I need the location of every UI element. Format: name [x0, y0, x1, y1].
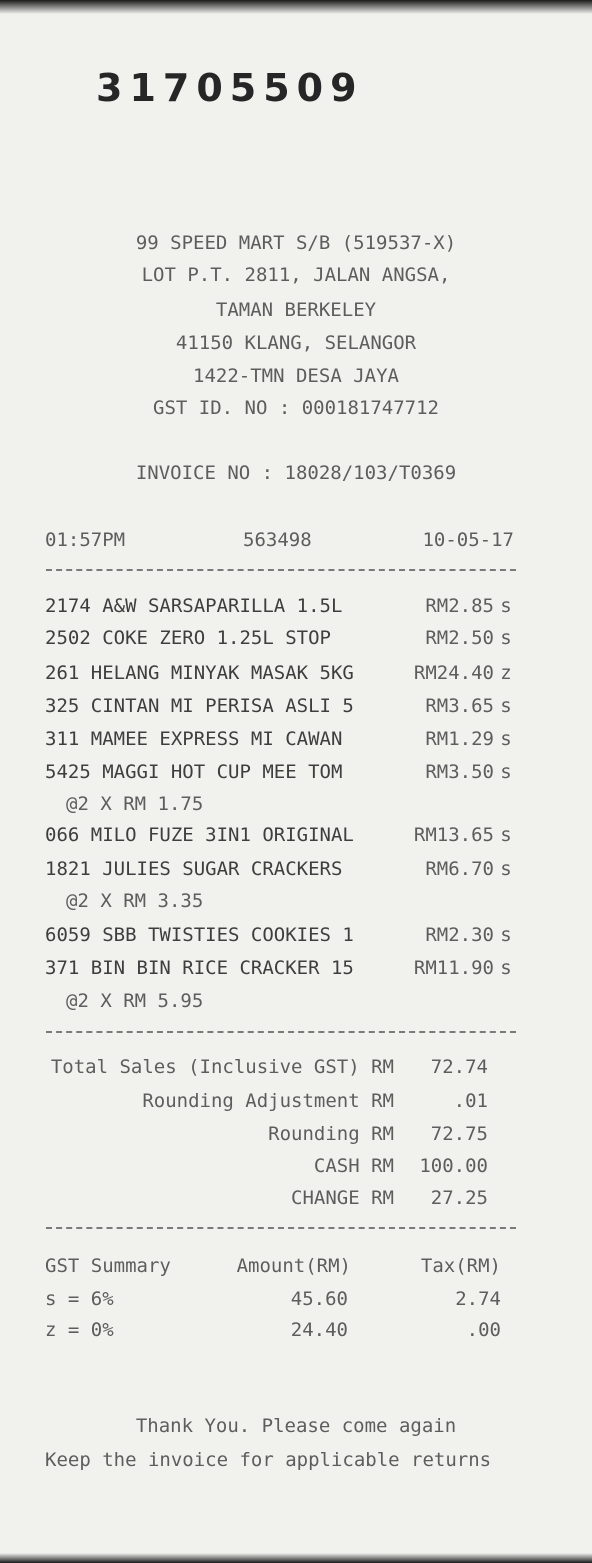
item-price: RM2.50	[425, 627, 494, 649]
gst-id: GST ID. NO : 000181747712	[153, 397, 439, 419]
total-sales-label: Total Sales (Inclusive GST) RM	[50, 1056, 394, 1078]
item-description: 6059 SBB TWISTIES COOKIES 1	[45, 924, 354, 946]
gst-summary-header: GST Summary	[45, 1255, 171, 1277]
divider	[46, 569, 516, 571]
item-price: RM2.30	[425, 924, 494, 946]
gst-tax: 2.74	[455, 1288, 501, 1310]
item-row	[0, 727, 592, 759]
item-row	[0, 823, 592, 855]
item-tax-code: s	[500, 595, 512, 617]
receipt-time: 01:57PM	[45, 529, 126, 551]
item-quantity-detail: @2 X RM 3.35	[66, 890, 204, 912]
item-price: RM24.40	[413, 662, 494, 684]
receipt-number-stamp: 31705509	[96, 66, 364, 110]
item-description: 066 MILO FUZE 3IN1 ORIGINAL	[45, 824, 354, 846]
store-address-1: LOT P.T. 2811, JALAN ANGSA,	[141, 264, 451, 286]
item-tax-code: s	[500, 858, 512, 880]
receipt-date: 10-05-17	[422, 529, 514, 551]
item-tax-code: s	[500, 761, 512, 783]
footer-thanks: Thank You. Please come again	[135, 1415, 457, 1437]
rounding-label: Rounding RM	[268, 1123, 394, 1145]
item-price: RM6.70	[425, 858, 494, 880]
item-row	[0, 594, 592, 626]
item-tax-code: s	[500, 695, 512, 717]
divider	[46, 1227, 516, 1229]
footer-returns-note: Keep the invoice for applicable returns	[45, 1449, 492, 1471]
item-row	[0, 626, 592, 658]
gst-amount: 24.40	[290, 1319, 348, 1341]
item-description: 311 MAMEE EXPRESS MI CAWAN	[45, 728, 343, 750]
item-description: 5425 MAGGI HOT CUP MEE TOM	[45, 761, 343, 783]
item-row	[0, 661, 592, 693]
store-branch: 1422-TMN DESA JAYA	[193, 365, 399, 387]
store-name: 99 SPEED MART S/B (519537-X)	[135, 232, 457, 254]
item-price: RM1.29	[425, 728, 494, 750]
item-tax-code: z	[500, 662, 512, 684]
divider	[46, 1031, 516, 1033]
item-row	[0, 923, 592, 955]
total-sales-value: 72.74	[430, 1056, 488, 1078]
item-quantity-detail: @2 X RM 5.95	[66, 990, 204, 1012]
rounding-value: 72.75	[430, 1123, 488, 1145]
item-price: RM2.85	[425, 595, 494, 617]
item-tax-code: s	[500, 824, 512, 846]
store-address-2: TAMAN BERKELEY	[215, 299, 377, 321]
invoice-number: INVOICE NO : 18028/103/T0369	[135, 462, 457, 484]
change-value: 27.25	[430, 1187, 488, 1209]
item-row	[0, 956, 592, 988]
item-tax-code: s	[500, 627, 512, 649]
cash-label: CASH RM	[313, 1155, 394, 1177]
gst-rate: s = 6%	[45, 1288, 114, 1310]
item-price: RM3.65	[425, 695, 494, 717]
gst-amount-header: Amount(RM)	[236, 1255, 351, 1277]
item-price: RM13.65	[413, 824, 494, 846]
item-description: 325 CINTAN MI PERISA ASLI 5	[45, 695, 354, 717]
item-row	[0, 760, 592, 792]
store-address-3: 41150 KLANG, SELANGOR	[175, 332, 417, 354]
item-price: RM3.50	[425, 761, 494, 783]
item-description: 261 HELANG MINYAK MASAK 5KG	[45, 662, 354, 684]
cash-value: 100.00	[419, 1155, 488, 1177]
item-price: RM11.90	[413, 957, 494, 979]
item-quantity-detail: @2 X RM 1.75	[66, 793, 204, 815]
item-description: 371 BIN BIN RICE CRACKER 15	[45, 957, 354, 979]
item-tax-code: s	[500, 728, 512, 750]
change-label: CHANGE RM	[291, 1187, 394, 1209]
gst-rate: z = 0%	[45, 1319, 114, 1341]
item-tax-code: s	[500, 957, 512, 979]
rounding-adjustment-label: Rounding Adjustment RM	[142, 1090, 394, 1112]
receipt-reference: 563498	[243, 529, 312, 551]
item-description: 2502 COKE ZERO 1.25L STOP	[45, 627, 331, 649]
item-tax-code: s	[500, 924, 512, 946]
gst-amount: 45.60	[290, 1288, 348, 1310]
gst-tax-header: Tax(RM)	[420, 1255, 501, 1277]
rounding-adjustment-value: .01	[453, 1090, 488, 1112]
item-row	[0, 857, 592, 889]
item-row	[0, 694, 592, 726]
item-description: 1821 JULIES SUGAR CRACKERS	[45, 858, 343, 880]
item-description: 2174 A&W SARSAPARILLA 1.5L	[45, 595, 343, 617]
gst-tax: .00	[466, 1319, 501, 1341]
